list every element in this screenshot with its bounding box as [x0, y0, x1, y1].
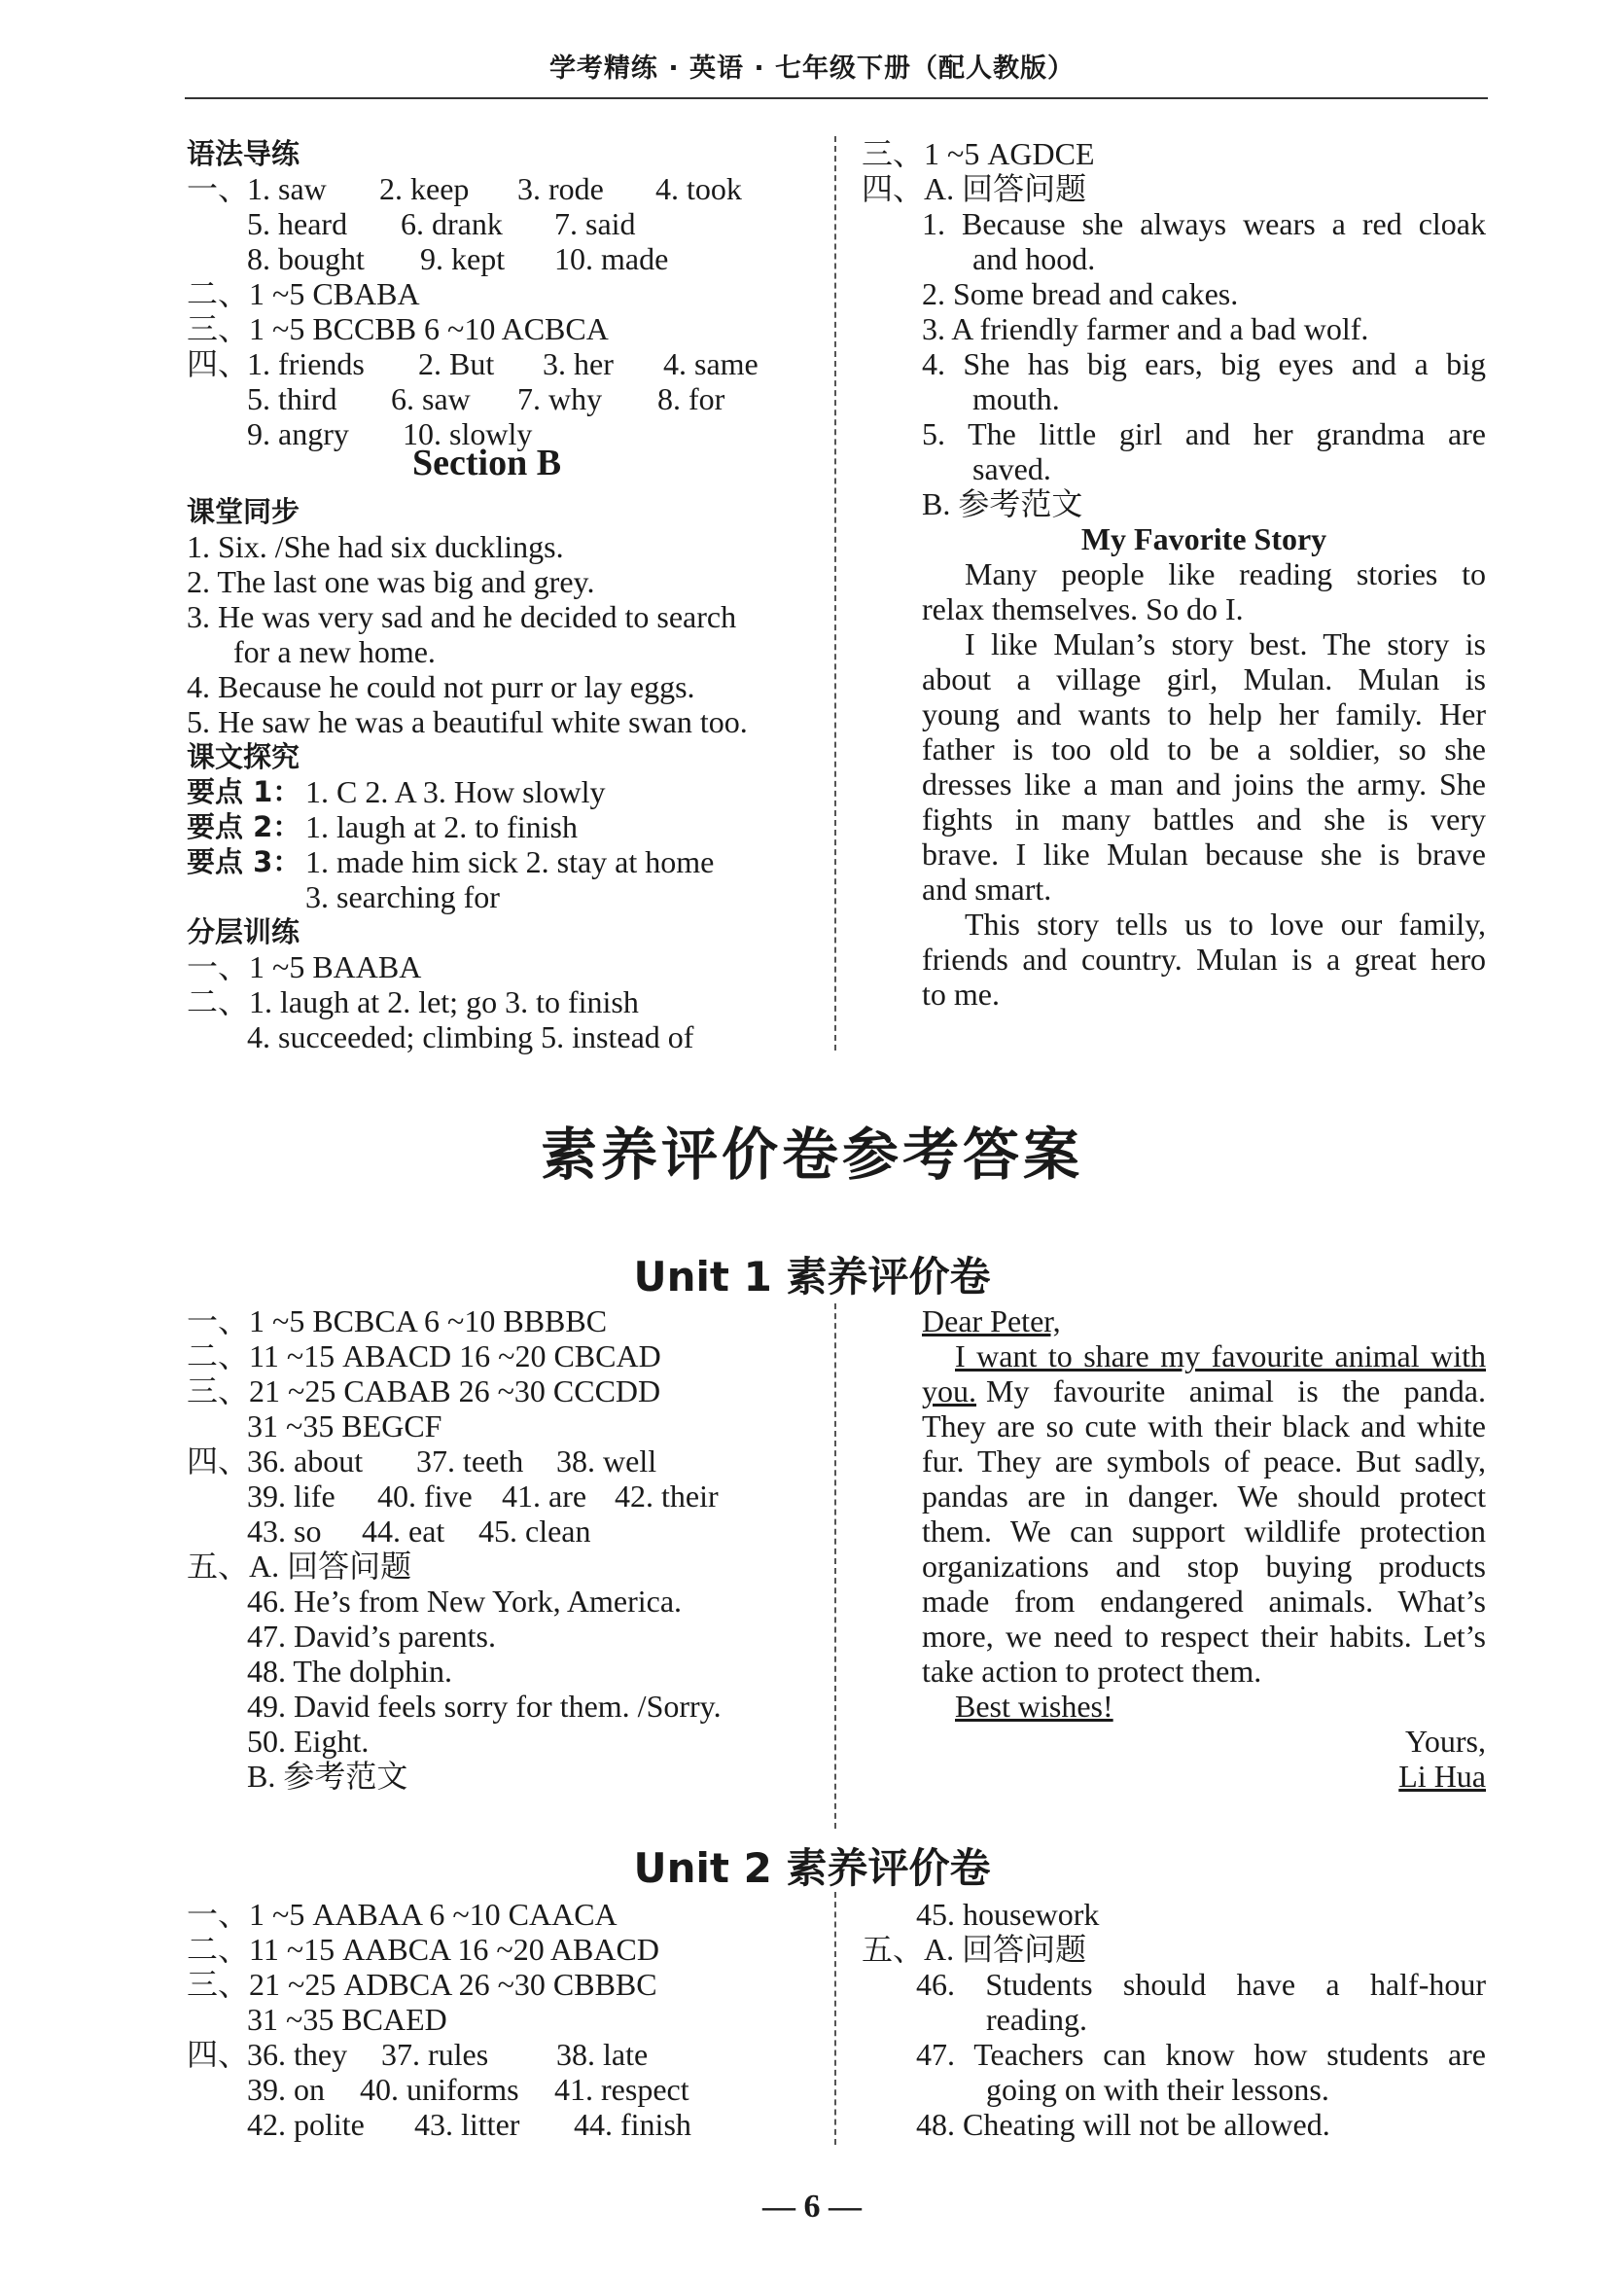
letter-line: more, we need to respect their habits. Let’s	[922, 1619, 1486, 1654]
letter-line: organizations and stop buying products	[922, 1549, 1486, 1584]
letter-name: Li Hua	[1398, 1759, 1486, 1794]
story-line: about a village girl, Mulan. Mulan is	[922, 661, 1486, 696]
sync-item: 4. Because he could not purr or lay eggs.	[187, 669, 695, 704]
answer-item: 10. made	[554, 241, 669, 276]
answer-line: 一、1 ~5 BAABA	[187, 949, 422, 984]
qa-line: mouth.	[972, 381, 1060, 416]
letter-line: them. We can support wildlife protection	[922, 1514, 1486, 1549]
qa-line: going on with their lessons.	[986, 2072, 1329, 2107]
answer-line: 二、11 ~15 AABCA 16 ~20 ABACD	[187, 1932, 659, 1967]
answer-item: 8. bought	[247, 241, 365, 276]
letter-yours: Yours,	[1404, 1724, 1486, 1759]
g4-label: 四、	[187, 346, 250, 381]
answer-line: 一、1 ~5 AABAA 6 ~10 CAACA	[187, 1897, 618, 1932]
four-label: 四、	[187, 1443, 250, 1478]
left-column-top	[187, 136, 819, 1054]
letter-line: fur. They are symbols of peace. But sadly,	[922, 1443, 1486, 1478]
story-line: fights in many battles and she is very	[922, 802, 1486, 837]
answer-item: 2. But	[418, 346, 495, 381]
letter-line: pandas are in danger. We should protect	[922, 1478, 1486, 1514]
story-line: This story tells us to love our family,	[965, 907, 1486, 942]
answer-line: 五、A. 回答问题	[862, 1932, 1087, 1967]
answer-item: 5. heard	[247, 206, 348, 241]
class-sync-title: 课堂同步	[187, 495, 300, 528]
unit1-title: Unit 1 素养评价卷	[633, 1253, 991, 1300]
answer-line: 4. succeeded; climbing 5. instead of	[247, 1019, 694, 1054]
letter-line: you.	[922, 1373, 976, 1408]
four-label: 四、	[187, 2037, 250, 2072]
answer-line: 四、A. 回答问题	[862, 171, 1087, 206]
qa-line: 47. Teachers can know how students are	[916, 2037, 1486, 2072]
letter-line: take action to protect them.	[922, 1654, 1262, 1689]
sync-item: for a new home.	[233, 634, 436, 669]
answer-item: 38. well	[556, 1443, 657, 1478]
qa-line: reading.	[986, 2002, 1087, 2037]
qa-line: 48. Cheating will not be allowed.	[916, 2107, 1330, 2142]
answer-item: 10. slowly	[403, 416, 533, 451]
answer-item: 3. her	[543, 346, 614, 381]
answer-item: 3. rode	[517, 171, 604, 206]
qa-line: 46. He’s from New York, America.	[247, 1584, 683, 1619]
answer-item: 41. respect	[554, 2072, 689, 2107]
answer-line: 三、1 ~5 BCCBB 6 ~10 ACBCA	[187, 311, 609, 346]
answer-item: 39. on	[247, 2072, 325, 2107]
unit1-left	[187, 1303, 819, 1794]
answer-item: 4. took	[655, 171, 742, 206]
answer-line: B. 参考范文	[247, 1759, 408, 1794]
point-label: 要点 1：	[187, 775, 301, 808]
answer-item: 1. friends	[247, 346, 365, 381]
answer-line: 一、1 ~5 BCBCA 6 ~10 BBBBC	[187, 1303, 608, 1338]
unit2-right	[862, 1897, 1484, 2142]
sync-item: 1. Six. /She had six ducklings.	[187, 529, 564, 564]
letter-closing: Best wishes!	[955, 1689, 1113, 1724]
answer-item: 41. are	[502, 1478, 587, 1514]
unit1-letter	[922, 1303, 1486, 1794]
column-divider-unit1	[834, 1303, 836, 1829]
qa-line: 50. Eight.	[247, 1724, 370, 1759]
answer-item: 43. litter	[414, 2107, 520, 2142]
story-line: Many people like reading stories to	[965, 556, 1486, 591]
text-explore-title: 课文探究	[187, 740, 300, 773]
answer-item: 42. their	[615, 1478, 719, 1514]
point-label: 要点 2：	[187, 810, 301, 843]
story-line: relax themselves. So do I.	[922, 591, 1244, 626]
story-line: to me.	[922, 977, 1000, 1012]
sync-item: 5. He saw he was a beautiful white swan too.	[187, 704, 748, 739]
section-b-title: Section B	[412, 443, 562, 483]
sync-item: 2. The last one was big and grey.	[187, 564, 595, 599]
answer-item: 1. saw	[247, 171, 327, 206]
qa-line: and hood.	[972, 241, 1096, 276]
answer-line: 二、11 ~15 ABACD 16 ~20 CBCAD	[187, 1338, 661, 1373]
answer-item: 5. third	[247, 381, 337, 416]
answer-line: 二、1 ~5 CBABA	[187, 276, 420, 311]
letter-line: I want to share my favourite animal with	[955, 1338, 1486, 1373]
qa-line: 4. She has big ears, big eyes and a big	[922, 346, 1486, 381]
page-header: 学考精练 · 英语 · 七年级下册（配人教版）	[548, 53, 1076, 84]
point-label: 要点 3：	[187, 845, 301, 878]
g1-label: 一、	[187, 171, 250, 206]
answers-main-title: 素养评价卷参考答案	[540, 1122, 1083, 1188]
right-column-top	[862, 136, 1484, 1012]
answer-item: 40. five	[377, 1478, 473, 1514]
sync-item: 3. He was very sad and he decided to search	[187, 599, 737, 634]
answer-item: 40. uniforms	[360, 2072, 519, 2107]
answer-line: 三、21 ~25 ADBCA 26 ~30 CBBBC	[187, 1967, 657, 2002]
story-line: friends and country. Mulan is a great hero	[922, 942, 1486, 977]
answer-line: 31 ~35 BEGCF	[247, 1408, 442, 1443]
qa-line: 49. David feels sorry for them. /Sorry.	[247, 1689, 722, 1724]
qa-line: 47. David’s parents.	[247, 1619, 496, 1654]
answer-item: 9. kept	[420, 241, 506, 276]
answer-line: 三、1 ~5 AGDCE	[862, 136, 1095, 171]
point-answers: 1. laugh at 2. to finish	[305, 809, 578, 844]
answer-line: 31 ~35 BCAED	[247, 2002, 447, 2037]
header-rule	[185, 97, 1488, 99]
qa-line: 46. Students should have a half-hour	[916, 1967, 1486, 2002]
story-title: My Favorite Story	[1080, 521, 1327, 556]
qa-line: saved.	[972, 451, 1051, 486]
answer-item: 7. why	[517, 381, 603, 416]
letter-line: They are so cute with their black and white	[922, 1408, 1486, 1443]
unit2-title: Unit 2 素养评价卷	[633, 1844, 991, 1892]
point-answers: 1. made him sick 2. stay at home	[305, 844, 715, 879]
answer-item: 2. keep	[379, 171, 470, 206]
story-line: I like Mulan’s story best. The story is	[965, 626, 1486, 661]
column-divider-top	[834, 136, 836, 1051]
story-line: and smart.	[922, 872, 1052, 907]
page-number: — 6 —	[762, 2189, 862, 2225]
unit2-left	[187, 1897, 819, 2142]
letter-line: My favourite animal is the panda.	[986, 1373, 1486, 1408]
answer-line: 三、21 ~25 CABAB 26 ~30 CCCDD	[187, 1373, 661, 1408]
answer-item: 36. about	[247, 1443, 364, 1478]
answer-item: 8. for	[657, 381, 725, 416]
letter-greeting: Dear Peter,	[922, 1303, 1061, 1338]
answer-item: 43. so	[247, 1514, 322, 1549]
point-answers: 1. C 2. A 3. How slowly	[305, 774, 606, 809]
answer-item: 37. teeth	[416, 1443, 524, 1478]
answer-item: 44. eat	[362, 1514, 445, 1549]
answer-item: 9. angry	[247, 416, 349, 451]
qa-line: 3. A friendly farmer and a bad wolf.	[922, 311, 1369, 346]
qa-line: 48. The dolphin.	[247, 1654, 452, 1689]
story-line: dresses like a man and joins the army. She	[922, 766, 1486, 802]
grammar-title: 语法导练	[187, 137, 300, 170]
qa-line: 1. Because she always wears a red cloak	[922, 206, 1486, 241]
qa-line: 2. Some bread and cakes.	[922, 276, 1239, 311]
answer-item: 38. late	[556, 2037, 649, 2072]
answer-item: 39. life	[247, 1478, 335, 1514]
answer-item: 4. same	[663, 346, 759, 381]
answer-item: 45. clean	[478, 1514, 591, 1549]
story-line: brave. I like Mulan because she is brave	[922, 837, 1486, 872]
answer-item: 42. polite	[247, 2107, 365, 2142]
answer-item: 7. said	[554, 206, 636, 241]
answer-item: 37. rules	[381, 2037, 489, 2072]
answer-item: 44. finish	[574, 2107, 691, 2142]
layered-title: 分层训练	[187, 915, 300, 948]
answer-item: 36. they	[247, 2037, 348, 2072]
answer-item: 45. housework	[916, 1897, 1100, 1932]
story-line: young and wants to help her family. Her	[922, 696, 1486, 731]
point-answers: 3. searching for	[305, 879, 500, 914]
column-divider-unit2	[834, 1892, 836, 2145]
letter-line: made from endangered animals. What’s	[922, 1584, 1486, 1619]
answer-line: B. 参考范文	[922, 486, 1083, 521]
story-line: father is too old to be a soldier, so she	[922, 731, 1486, 766]
qa-line: 5. The little girl and her grandma are	[922, 416, 1486, 451]
answer-item: 6. drank	[401, 206, 503, 241]
answer-line: 二、1. laugh at 2. let; go 3. to finish	[187, 984, 639, 1019]
answer-item: 6. saw	[391, 381, 471, 416]
answer-line: 五、A. 回答问题	[187, 1549, 412, 1584]
